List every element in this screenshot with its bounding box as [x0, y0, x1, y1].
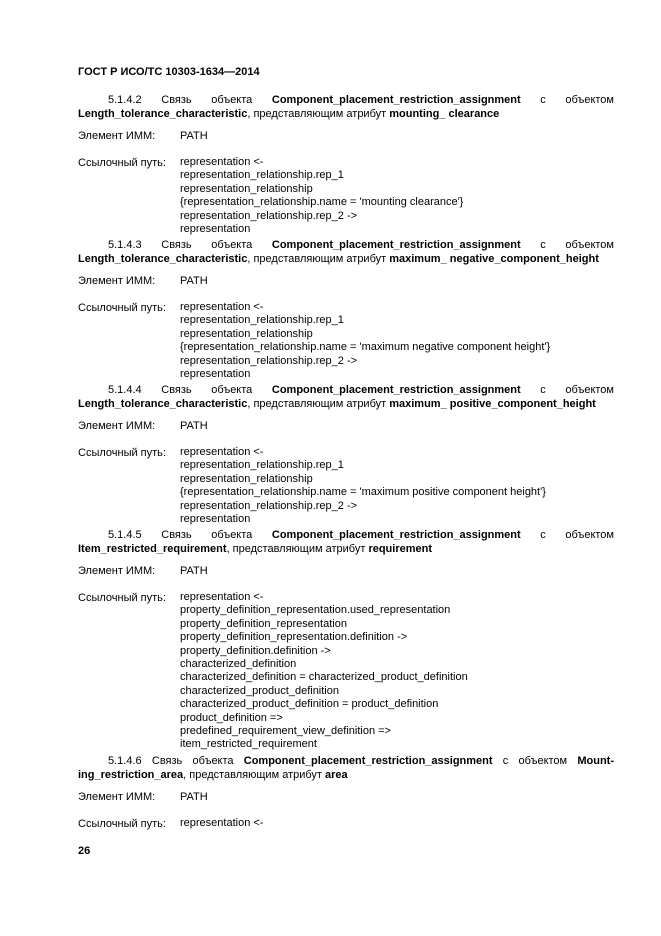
- element-label: Элемент ИММ:: [78, 130, 156, 142]
- word-with: с: [540, 239, 546, 251]
- path-line: representation: [180, 222, 251, 235]
- word-with: с: [540, 529, 546, 541]
- ref-path-label: Ссылочный путь:: [78, 447, 166, 459]
- ref-path-row: [78, 156, 614, 236]
- word-object2: объектом: [565, 384, 614, 396]
- element-row: [78, 564, 614, 578]
- section-5-1-4-4: [78, 383, 614, 526]
- section-number: 5.1.4.5: [108, 529, 142, 541]
- word-link: Связь: [161, 384, 192, 396]
- ref-path-row: [78, 591, 614, 752]
- path-line: item_restricted_requirement: [180, 738, 317, 751]
- path-line: representation_relationship: [180, 182, 313, 195]
- ref-path-row: [78, 446, 614, 526]
- entity-name: Component_placement_restriction_assignment: [271, 529, 521, 541]
- element-row: [78, 129, 614, 143]
- page-number: 26: [78, 845, 91, 857]
- path-line: property_definition.definition ->: [180, 644, 331, 657]
- section-number: 5.1.4.2: [108, 94, 142, 106]
- element-row: [78, 419, 614, 433]
- section-5-1-4-3: [78, 238, 614, 381]
- entity-name: Component_placement_restriction_assignment: [271, 94, 521, 106]
- path-line: {representation_relationship.name = 'maximum negative component height'}: [180, 341, 551, 354]
- ref-path-lines: [180, 156, 463, 236]
- word-object: объекта: [211, 94, 253, 106]
- word-object2: объектом: [518, 755, 568, 767]
- path-line: representation_relationship: [180, 472, 313, 485]
- section-heading: [78, 528, 614, 542]
- section-5-1-4-6: [78, 754, 614, 831]
- path-line: characterized_definition = characterized_product_definition: [180, 671, 468, 684]
- section-number: 5.1.4.6: [108, 755, 142, 767]
- attribute-name: maximum_ negative_component_height: [389, 253, 599, 265]
- section-heading-cont: [78, 542, 614, 556]
- word-object2: объектом: [565, 529, 614, 541]
- path-line: representation <-: [180, 301, 264, 313]
- section-number: 5.1.4.3: [108, 239, 142, 251]
- path-line: representation: [180, 512, 251, 525]
- heading-middle: , представляющим атрибут: [226, 543, 369, 555]
- path-line: representation <-: [180, 817, 264, 829]
- path-line: characterized_definition: [180, 657, 297, 670]
- word-link: Связь: [161, 94, 192, 106]
- element-value: PATH: [180, 275, 208, 287]
- target-entity: Length_tolerance_characteristic: [78, 108, 248, 120]
- section-heading-cont: [78, 252, 614, 266]
- target-entity: Item_restricted_requirement: [78, 543, 227, 555]
- section-heading-cont: [78, 768, 614, 782]
- section-5-1-4-2: [78, 93, 614, 236]
- word-object: объекта: [211, 384, 253, 396]
- path-line: representation <-: [180, 156, 264, 168]
- attribute-name: area: [325, 769, 348, 781]
- element-row: [78, 790, 614, 804]
- word-object2: объектом: [565, 94, 614, 106]
- path-line: property_definition_representation.used_representation: [180, 604, 451, 617]
- ref-path-lines: [180, 301, 550, 381]
- attribute-name: requirement: [368, 543, 433, 555]
- path-line: product_definition =>: [180, 711, 283, 724]
- element-value: PATH: [180, 565, 208, 577]
- element-row: [78, 274, 614, 288]
- word-link: Связь: [151, 755, 183, 767]
- word-object: объекта: [192, 755, 234, 767]
- heading-middle: , представляющим атрибут: [183, 769, 326, 781]
- word-link: Связь: [161, 529, 192, 541]
- path-line: representation_relationship.rep_2 ->: [180, 499, 358, 512]
- path-line: characterized_product_definition: [180, 684, 339, 697]
- attribute-name: maximum_ positive_component_height: [389, 398, 596, 410]
- word-object2: объектом: [565, 239, 614, 251]
- ref-path-lines: [180, 591, 468, 752]
- ref-path-label: Ссылочный путь:: [78, 157, 166, 169]
- heading-middle: , представляющим атрибут: [247, 398, 390, 410]
- word-object: объекта: [211, 239, 253, 251]
- path-line: representation <-: [180, 591, 264, 603]
- path-line: representation_relationship.rep_1: [180, 169, 344, 182]
- section-5-1-4-5: [78, 528, 614, 752]
- ref-path-row: [78, 301, 614, 381]
- section-heading: [78, 754, 614, 768]
- attribute-name: mounting_ clearance: [389, 108, 500, 120]
- path-line: representation: [180, 367, 251, 380]
- section-number: 5.1.4.4: [108, 384, 142, 396]
- target-entity: Length_tolerance_characteristic: [78, 398, 248, 410]
- path-line: representation_relationship.rep_1: [180, 459, 344, 472]
- page-header: ГОСТ Р ИСО/ТС 10303-1634—2014: [78, 66, 260, 78]
- entity-name: Component_placement_restriction_assignment: [271, 384, 521, 396]
- heading-middle: , представляющим атрибут: [247, 253, 390, 265]
- word-with: с: [540, 94, 546, 106]
- path-line: property_definition_representation.definition ->: [180, 631, 408, 644]
- ref-path-row: [78, 817, 614, 831]
- word-with: с: [540, 384, 546, 396]
- target-entity: ing_restriction_area: [78, 769, 184, 781]
- ref-path-label: Ссылочный путь:: [78, 592, 166, 604]
- element-label: Элемент ИММ:: [78, 791, 156, 803]
- element-label: Элемент ИММ:: [78, 420, 156, 432]
- ref-path-label: Ссылочный путь:: [78, 302, 166, 314]
- element-label: Элемент ИММ:: [78, 565, 156, 577]
- heading-middle: , представляющим атрибут: [247, 108, 390, 120]
- path-line: representation_relationship.rep_2 ->: [180, 209, 358, 222]
- element-label: Элемент ИММ:: [78, 275, 156, 287]
- section-heading-cont: [78, 397, 614, 411]
- path-line: representation_relationship.rep_1: [180, 314, 344, 327]
- element-value: PATH: [180, 130, 208, 142]
- ref-path-lines: [180, 446, 546, 526]
- element-value: PATH: [180, 420, 208, 432]
- element-value: PATH: [180, 791, 208, 803]
- path-line: representation <-: [180, 446, 264, 458]
- target-entity-part1: Mount-: [577, 755, 614, 767]
- entity-name: Component_placement_restriction_assignment: [243, 755, 493, 767]
- path-line: characterized_product_definition = product_definition: [180, 698, 439, 711]
- path-line: predefined_requirement_view_definition =>: [180, 724, 391, 737]
- path-line: property_definition_representation: [180, 617, 347, 630]
- word-object: объекта: [211, 529, 253, 541]
- section-heading: [78, 93, 614, 107]
- path-line: {representation_relationship.name = 'maximum positive component height'}: [180, 486, 546, 499]
- section-heading-cont: [78, 107, 614, 121]
- section-heading: [78, 383, 614, 397]
- path-line: {representation_relationship.name = 'mounting clearance'}: [180, 196, 464, 209]
- ref-path-label: Ссылочный путь:: [78, 818, 166, 830]
- section-heading: [78, 238, 614, 252]
- target-entity: Length_tolerance_characteristic: [78, 253, 248, 265]
- word-with: с: [502, 755, 509, 767]
- ref-path-lines: [180, 817, 263, 831]
- entity-name: Component_placement_restriction_assignment: [271, 239, 521, 251]
- path-line: representation_relationship.rep_2 ->: [180, 354, 358, 367]
- path-line: representation_relationship: [180, 327, 313, 340]
- word-link: Связь: [161, 239, 192, 251]
